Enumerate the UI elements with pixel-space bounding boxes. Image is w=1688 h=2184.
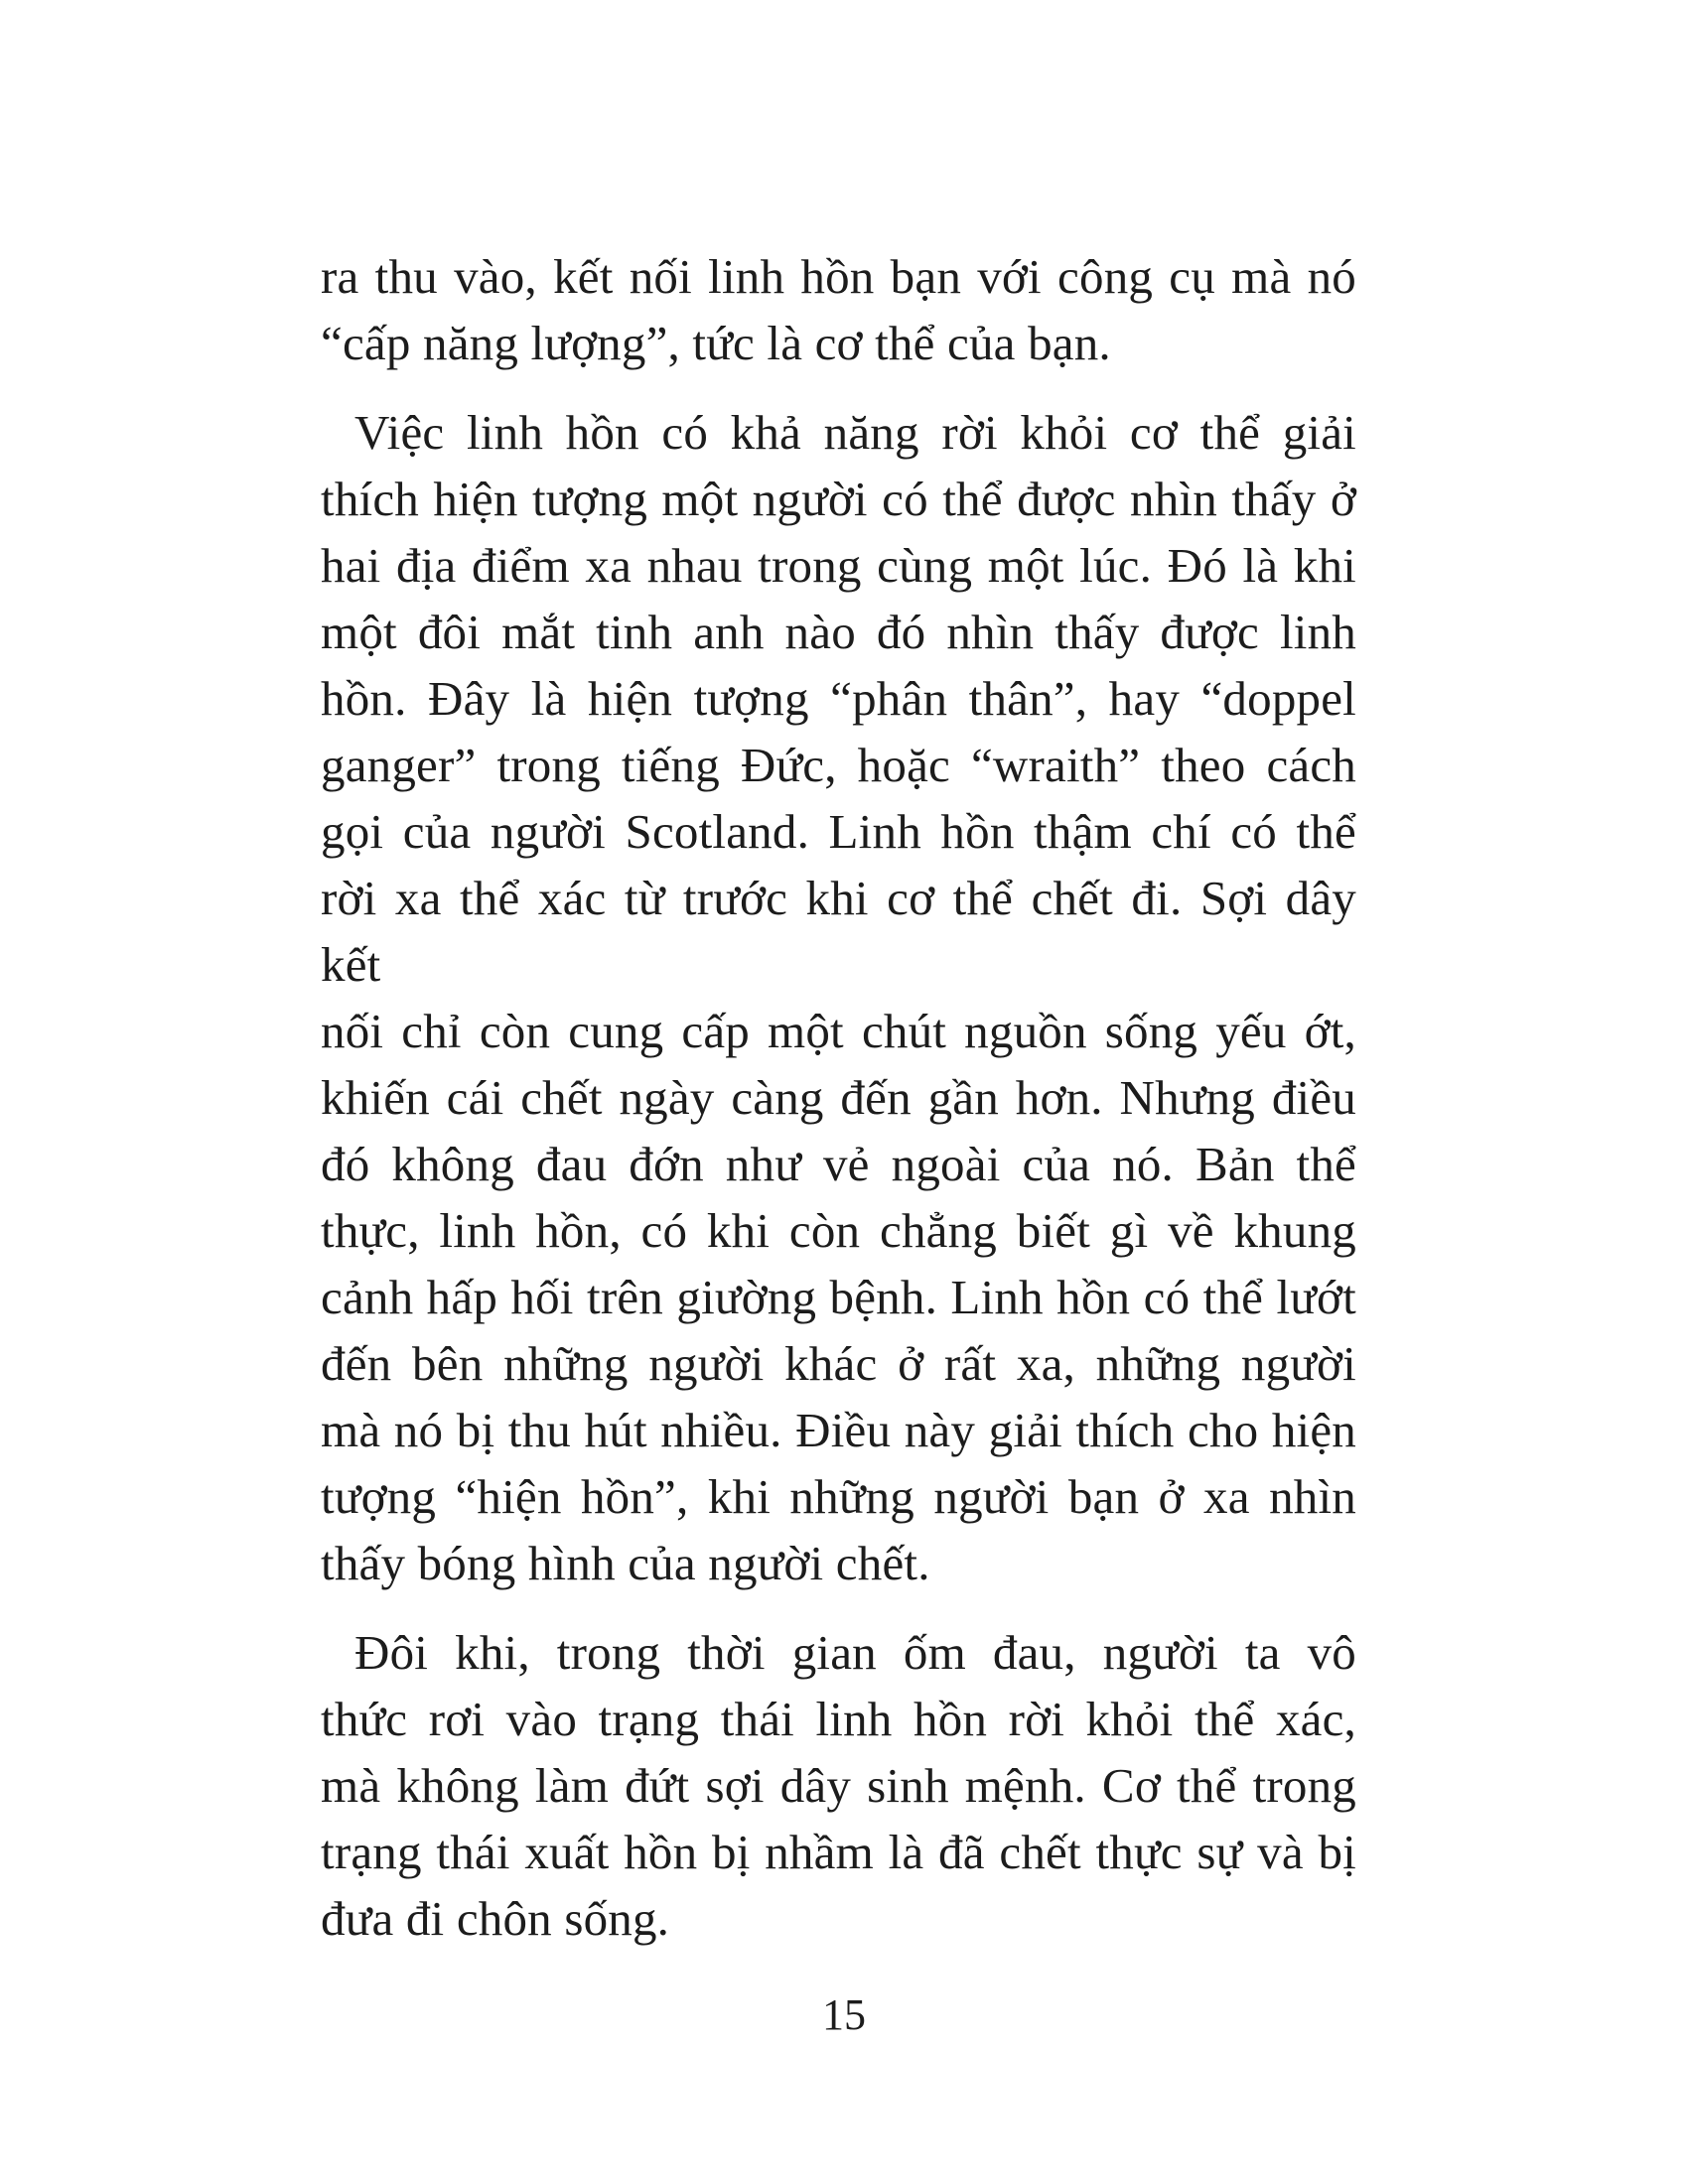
text-line: hồn. Đây là hiện tượng “phân thân”, hay “doppel [321,671,1356,726]
text-line: ra thu vào, kết nối linh hồn bạn với công cụ mà nó [321,249,1356,304]
text-line: đến bên những người khác ở rất xa, những người [321,1336,1356,1391]
text-line: nối chỉ còn cung cấp một chút nguồn sống yếu ớt, [321,1004,1356,1058]
text-line: thấy bóng hình của người chết. [321,1536,930,1590]
text-line: Việc linh hồn có khả năng rời khỏi cơ thể giải [354,405,1356,460]
text-line: trạng thái xuất hồn bị nhầm là đã chết thực sự và bị [321,1825,1356,1879]
paragraph-continuation [321,243,1356,376]
text-line: một đôi mắt tinh anh nào đó nhìn thấy được linh [321,605,1356,659]
paragraph-soul-leaving-body [321,399,1356,1596]
paragraph-premature-burial [321,1619,1356,1952]
text-line: gọi của người Scotland. Linh hồn thậm chí có thể [321,804,1356,859]
text-line: rời xa thể xác từ trước khi cơ thể chết đi. Sợi dây kết [321,871,1356,992]
text-line: mà nó bị thu hút nhiều. Điều này giải thích cho hiện [321,1403,1356,1457]
text-line: ganger” trong tiếng Đức, hoặc “wraith” theo cách [321,738,1356,792]
text-line: “cấp năng lượng”, tức là cơ thể của bạn. [321,316,1111,370]
text-line: đưa đi chôn sống. [321,1891,670,1946]
text-line: thức rơi vào trạng thái linh hồn rời khỏi thể xác, [321,1692,1356,1746]
text-line: cảnh hấp hối trên giường bệnh. Linh hồn có thể lướt [321,1270,1356,1324]
text-line: đó không đau đớn như vẻ ngoài của nó. Bản thể [321,1137,1356,1191]
page-number: 15 [822,1990,866,2039]
page-text-block [321,243,1356,1952]
text-line: thích hiện tượng một người có thể được nhìn thấy ở [321,472,1356,526]
text-line: khiến cái chết ngày càng đến gần hơn. Nhưng điều [321,1070,1356,1125]
text-line: thực, linh hồn, có khi còn chẳng biết gì về khung [321,1203,1356,1258]
text-line: tượng “hiện hồn”, khi những người bạn ở xa nhìn [321,1469,1356,1524]
text-line: Đôi khi, trong thời gian ốm đau, người ta vô [354,1625,1356,1680]
text-line: hai địa điểm xa nhau trong cùng một lúc. Đó là khi [321,538,1356,593]
text-line: mà không làm đứt sợi dây sinh mệnh. Cơ thể trong [321,1758,1356,1813]
